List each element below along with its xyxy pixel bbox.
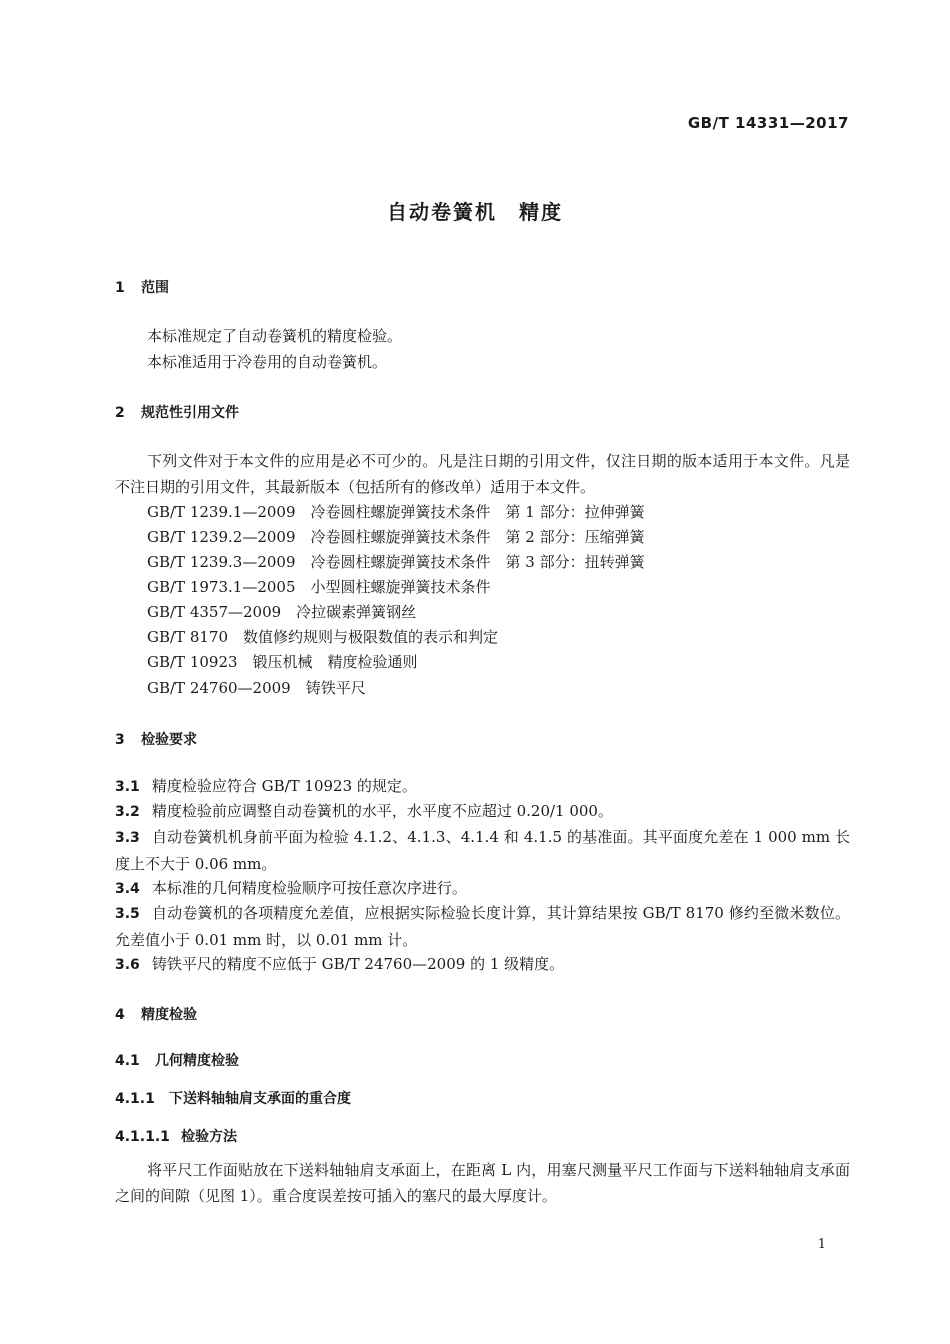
section-heading-4-1 [115,1050,239,1070]
clause-text: 本标准的几何精度检验顺序可按任意次序进行。 [151,879,467,897]
clause-text: 精度检验应符合 GB/T 10923 的规定。 [151,777,417,795]
clause-text: 精度检验前应调整自动卷簧机的水平，水平度不应超过 0.20/1 000。 [151,802,613,820]
ref-item: GB/T 24760—2009 铸铁平尺 [147,679,366,697]
section-number: 4 [115,1007,125,1023]
requirement-clause [115,876,850,903]
section-number: 4.1 [115,1053,140,1069]
clause-text: 自动卷簧机的各项精度允差值，应根据实际检验长度计算，其计算结果按 GB/T 8170 修约至微米数位。允差值小于 0.01 mm 时，以 0.01 mm 计。 [115,904,850,949]
section-title: 检验要求 [141,732,197,748]
ref-item: GB/T 4357—2009 冷拉碳素弹簧钢丝 [147,603,417,621]
section-title: 精度检验 [141,1007,197,1023]
section-title: 几何精度检验 [155,1053,239,1069]
requirement-clause [115,774,850,801]
refs-intro: 下列文件对于本文件的应用是必不可少的。凡是注日期的引用文件，仅注日期的版本适用于本文件。凡是不注日期的引用文件，其最新版本（包括所有的修改单）适用于本文件。 [115,452,850,496]
section-heading-4-1-1-1 [115,1126,237,1146]
section-title: 规范性引用文件 [141,405,239,421]
section-heading-4 [115,1004,197,1024]
clause-number: 3.6 [115,957,140,973]
section-number: 4.1.1 [115,1091,155,1107]
section-number: 1 [115,280,125,296]
section-heading-3 [115,729,197,749]
requirement-clause [115,799,850,826]
scope-paragraph-1: 本标准规定了自动卷簧机的精度检验。 [147,327,403,345]
ref-item: GB/T 1973.1—2005 小型圆柱螺旋弹簧技术条件 [147,578,491,596]
requirement-clause [115,825,850,877]
requirement-clause [115,901,850,953]
section-number: 3 [115,732,125,748]
ref-item: GB/T 1239.3—2009 冷卷圆柱螺旋弹簧技术条件 第 3 部分：扭转弹簧 [147,553,645,571]
ref-item: GB/T 1239.2—2009 冷卷圆柱螺旋弹簧技术条件 第 2 部分：压缩弹簧 [147,528,645,546]
section-heading-4-1-1 [115,1088,351,1108]
section-heading-2 [115,402,239,422]
document-title: 自动卷簧机 精度 [387,200,563,224]
ref-item: GB/T 10923 锻压机械 精度检验通则 [147,653,418,671]
ref-item: GB/T 1239.1—2009 冷卷圆柱螺旋弹簧技术条件 第 1 部分：拉伸弹簧 [147,503,645,521]
ref-item: GB/T 8170 数值修约规则与极限数值的表示和判定 [147,628,499,646]
clause-number: 3.5 [115,906,140,922]
section-heading-1 [115,277,169,297]
requirement-clause [115,952,850,979]
clause-number: 3.3 [115,830,140,846]
section-number: 2 [115,405,125,421]
section-title: 下送料轴轴肩支承面的重合度 [169,1091,351,1107]
standard-code: GB/T 14331—2017 [687,114,849,132]
clause-number: 3.2 [115,804,140,820]
page-number: 1 [817,1237,826,1252]
clause-text: 自动卷簧机机身前平面为检验 4.1.2、4.1.3、4.1.4 和 4.1.5 的基准面。其平面度允差在 1 000 mm 长度上不大于 0.06 mm。 [115,828,850,873]
clause-number: 3.1 [115,779,140,795]
scope-paragraph-2: 本标准适用于冷卷用的自动卷簧机。 [147,353,388,371]
clause-number: 3.4 [115,881,140,897]
clause-text: 铸铁平尺的精度不应低于 GB/T 24760—2009 的 1 级精度。 [151,955,565,973]
method-paragraph: 将平尺工作面贴放在下送料轴轴肩支承面上，在距离 L 内，用塞尺测量平尺工作面与下送料轴轴肩支承面之间的间隙（见图 1）。重合度误差按可插入的塞尺的最大厚度计。 [115,1161,850,1205]
section-number: 4.1.1.1 [115,1129,170,1145]
section-title: 检验方法 [181,1129,237,1145]
section-title: 范围 [141,280,169,296]
